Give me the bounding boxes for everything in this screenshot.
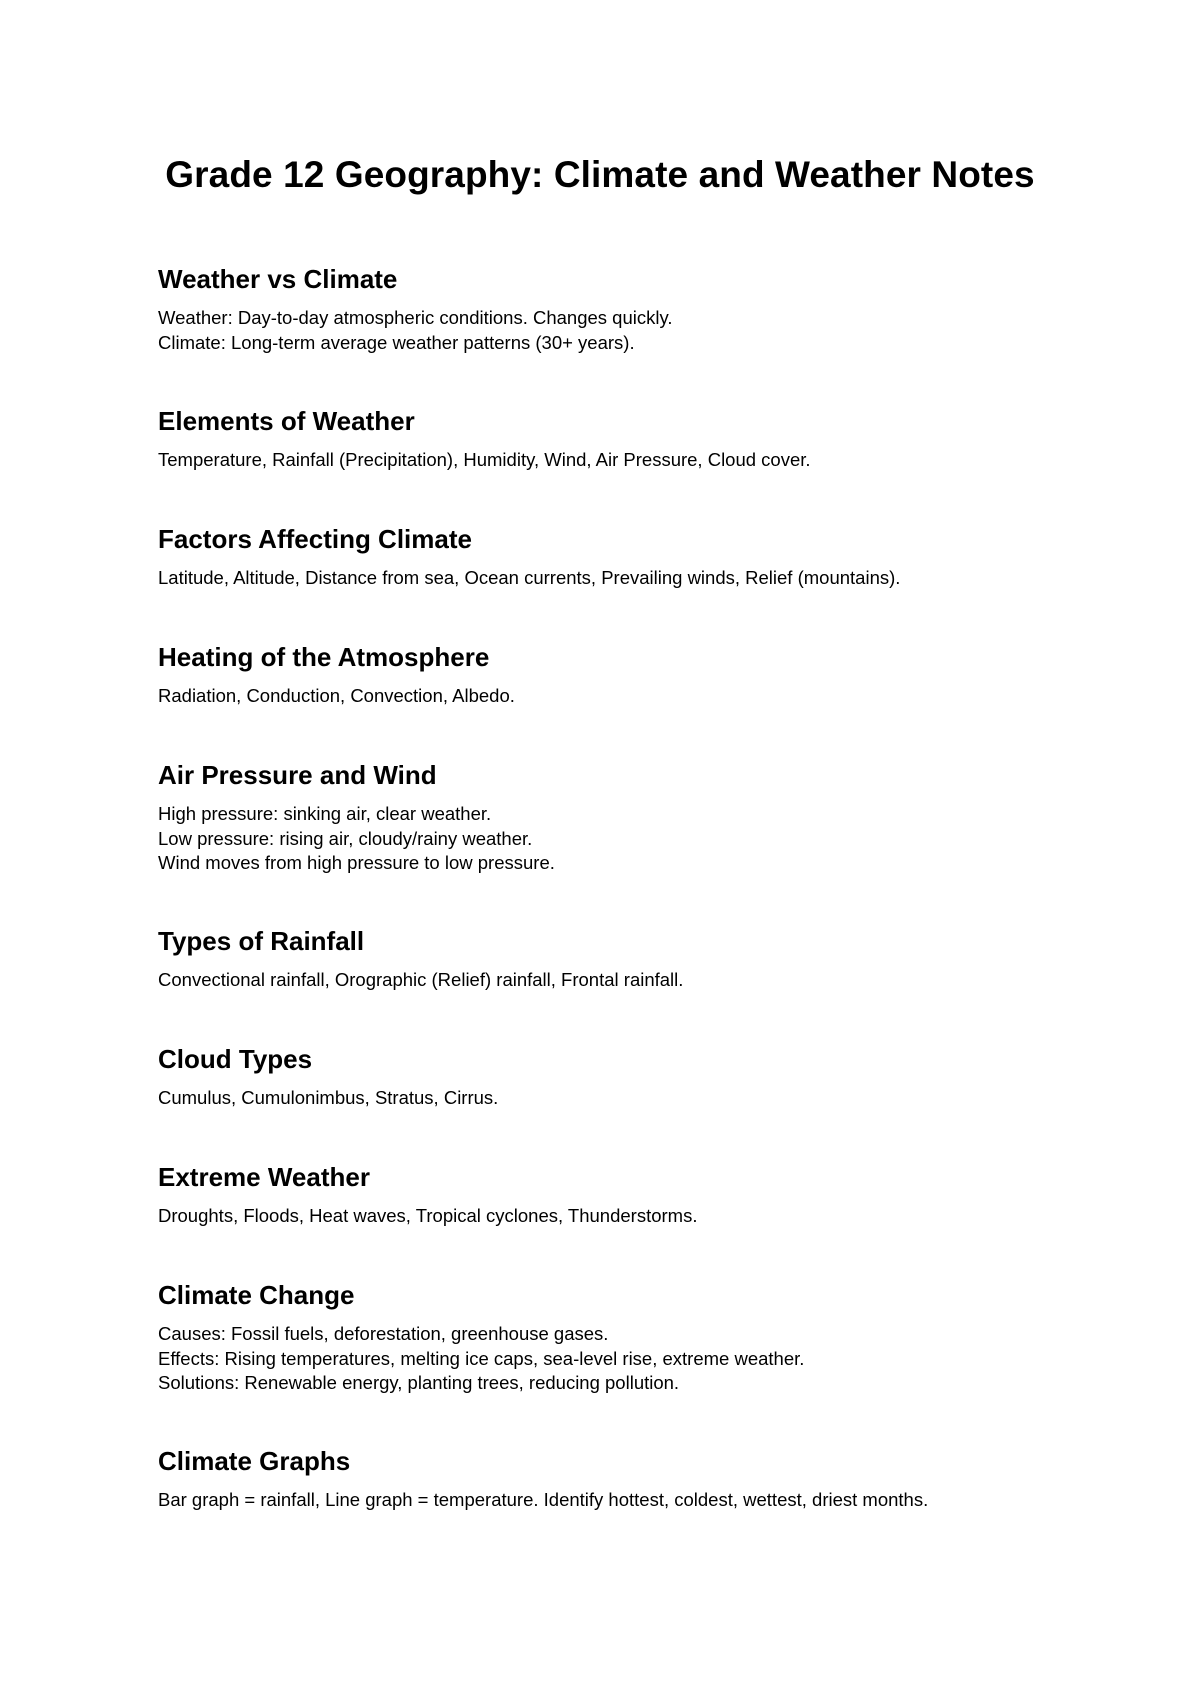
section-line: Wind moves from high pressure to low pressure. xyxy=(158,852,555,873)
section-line: Temperature, Rainfall (Precipitation), Humidity, Wind, Air Pressure, Cloud cover. xyxy=(158,449,811,470)
section-line: Weather: Day-to-day atmospheric conditions. Changes quickly. xyxy=(158,307,673,328)
section-line: Causes: Fossil fuels, deforestation, greenhouse gases. xyxy=(158,1323,609,1344)
section-heading: Elements of Weather xyxy=(158,406,415,436)
section-body xyxy=(158,1086,1118,1111)
section-line: Droughts, Floods, Heat waves, Tropical cyclones, Thunderstorms. xyxy=(158,1205,698,1226)
section-heading: Heating of the Atmosphere xyxy=(158,642,490,672)
section-line: Solutions: Renewable energy, planting trees, reducing pollution. xyxy=(158,1372,680,1393)
section-heating-of-the-atmosphere xyxy=(158,640,1118,709)
section-body xyxy=(158,566,1118,591)
section-weather-vs-climate xyxy=(158,262,1118,355)
section-body xyxy=(158,802,1118,876)
section-line: High pressure: sinking air, clear weather. xyxy=(158,803,492,824)
section-line: Cumulus, Cumulonimbus, Stratus, Cirrus. xyxy=(158,1087,499,1108)
section-heading: Climate Change xyxy=(158,1280,355,1310)
section-line: Convectional rainfall, Orographic (Relief) rainfall, Frontal rainfall. xyxy=(158,969,684,990)
section-heading: Cloud Types xyxy=(158,1044,313,1074)
section-types-of-rainfall xyxy=(158,924,1118,993)
section-elements-of-weather xyxy=(158,404,1118,473)
section-extreme-weather xyxy=(158,1160,1118,1229)
section-body xyxy=(158,306,1118,355)
section-line: Latitude, Altitude, Distance from sea, Ocean currents, Prevailing winds, Relief (mountains). xyxy=(158,567,901,588)
section-body xyxy=(158,684,1118,709)
section-cloud-types xyxy=(158,1042,1118,1111)
section-body xyxy=(158,448,1118,473)
section-line: Effects: Rising temperatures, melting ice caps, sea-level rise, extreme weather. xyxy=(158,1347,805,1369)
section-heading: Types of Rainfall xyxy=(158,926,365,956)
section-air-pressure-and-wind xyxy=(158,758,1118,876)
section-factors-affecting-climate xyxy=(158,522,1118,591)
section-climate-change xyxy=(158,1278,1118,1396)
section-body xyxy=(158,1488,1118,1513)
section-heading: Extreme Weather xyxy=(158,1162,370,1192)
section-line: Radiation, Conduction, Convection, Albedo. xyxy=(158,685,515,706)
section-climate-graphs xyxy=(158,1444,1118,1513)
section-body xyxy=(158,1204,1118,1229)
section-heading: Weather vs Climate xyxy=(158,264,398,294)
section-line: Bar graph = rainfall, Line graph = temperature. Identify hottest, coldest, wettest, driest months. xyxy=(158,1489,929,1510)
section-heading: Factors Affecting Climate xyxy=(158,524,472,554)
section-body xyxy=(158,968,1118,993)
section-body xyxy=(158,1322,1118,1396)
document-title: Grade 12 Geography: Climate and Weather Notes xyxy=(165,154,1035,195)
section-line: Climate: Long-term average weather patterns (30+ years). xyxy=(158,331,635,353)
section-heading: Air Pressure and Wind xyxy=(158,760,437,790)
section-heading: Climate Graphs xyxy=(158,1446,351,1476)
section-line: Low pressure: rising air, cloudy/rainy weather. xyxy=(158,827,533,849)
